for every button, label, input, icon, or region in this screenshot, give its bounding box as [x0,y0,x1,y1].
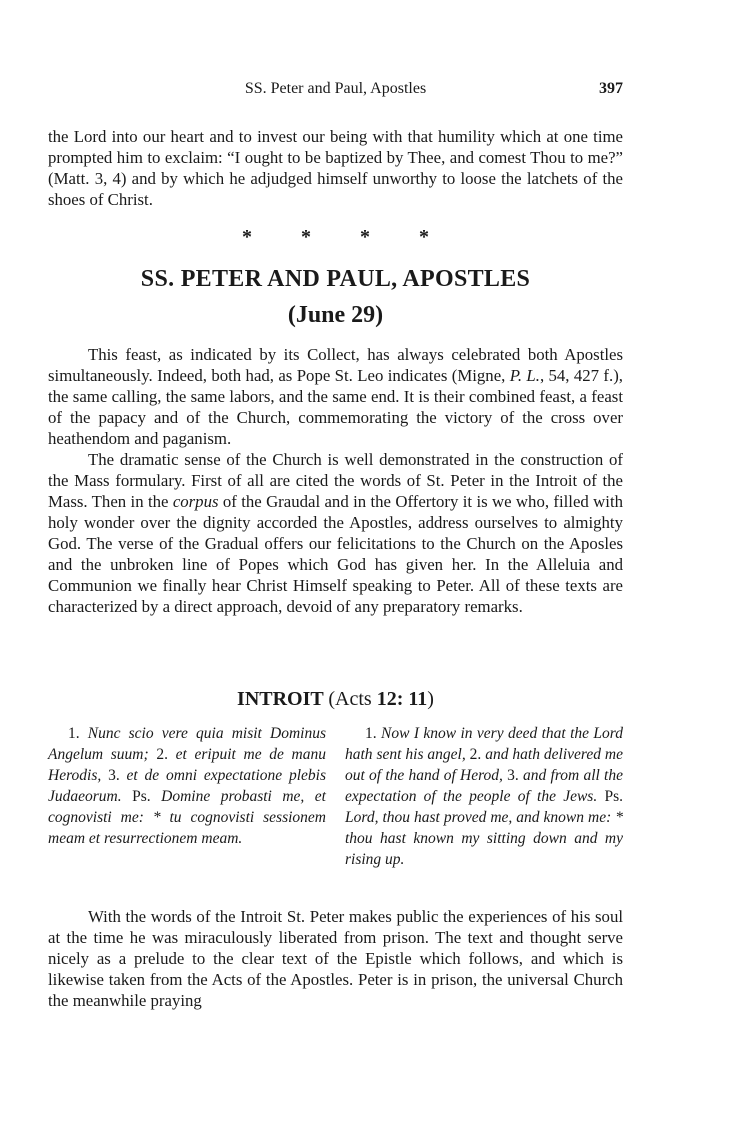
introit-label: INTROIT [237,688,324,710]
italic-term: corpus [172,492,219,511]
text-span: This feast, as indicated by its Collect, has always celebrated both Apostles simultaneously. Indeed, both had, as Pope St. Leo indicates (Migne, [48,345,623,385]
continued-paragraph [48,126,623,210]
feast-date: (June 29) [287,302,384,328]
text-span: , 54, 427 f.), the same calling, the same labors, and the same end. It is their combined feast, a feast of the papacy and of the Church, commemorating the victory of the cross over heathendom and paganism. [48,366,623,448]
verse-number: 3. [507,767,519,784]
verse-number: 2. [156,746,168,763]
verse-text: et eripuit me de manu Herodis, [48,746,326,784]
psalm-marker: Ps. [132,788,151,805]
verse-number: 2. [469,746,482,763]
verse-text: Domine probasti me, et cognovisti me: * tu cognovisti sessionem meam et resurrectionem meam. [48,788,326,847]
introit-heading [48,688,623,711]
verse-number: 1. [365,725,377,742]
latin-column [48,723,326,849]
text-span: of the Graudal and in the Offertory it is we who, filled with holy wonder over the dignity accorded the Apostles, address ourselves to almighty God. The verse of the Gradual offers our felicitations to the Church on the Aposles and the unbroken line of Popes which God has given her. In the Alleluia and Communion we finally hear Christ Himself speaking to Peter. All of these texts are characterized by a direct approach, devoid of any preparatory remarks. [48,492,624,616]
verse-number: 3. [108,767,120,784]
verse-text: Now I know in very deed that the Lord hath sent his angel, [345,725,623,763]
ref-close: ) [427,688,434,710]
introit-reference [328,688,434,710]
page-number: 397 [599,80,623,97]
closing-text [48,906,623,1011]
latin-text [48,723,326,849]
intro-paragraph-1 [48,344,623,449]
verse-text: et de omni expectatione plebis Judaeorum. [48,767,326,805]
intro-paragraph-2 [48,449,623,617]
running-head [48,80,623,104]
feast-title: SS. PETER AND PAUL, APOSTLES [140,266,531,292]
text-span: The dramatic sense of the Church is well demonstrated in the construction of the Mass formulary. First of all are cited the words of St. Peter in the Introit of the Mass. Then in the [48,450,623,511]
verse-text: and from all the expectation of the people of the Jews. [345,767,623,805]
verse-number: 1. [68,725,80,742]
verse-text: Lord, thou hast proved me, and known me: * thou hast known my sitting down and my rising up. [345,809,623,868]
verse-text: Nunc scio vere quia misit Dominus Angelum suum; [48,725,326,763]
intro-text [48,344,623,617]
ref-num: 12: 11 [376,688,428,710]
closing-paragraph: With the words of the Introit St. Peter makes public the experiences of his soul at the time he was miraculously liberated from prison. The text and thought serve nicely as a prelude to the clear text of the Epistle which follows, and which is likewise taken from the Acts of the Apostles. Peter is in prison, the universal Church the meanwhile praying [48,907,623,1010]
paragraph-continuation: the Lord into our heart and to invest our being with that humility which at one time prompted him to exclaim: “I ought to be baptized by Thee, and comest Thou to me?” (Matt. 3, 4) and by which he adjudged himself unworthy to loose the latchets of the shoes of Christ. [48,127,623,209]
running-head-title: SS. Peter and Paul, Apostles [244,80,427,97]
italic-reference: P. L. [509,366,540,385]
verse-text: and hath delivered me out of the hand of Herod, [345,746,623,784]
english-text [345,723,623,870]
psalm-marker: Ps. [604,788,623,805]
english-column [345,723,623,870]
ref-open: (Acts [328,688,377,710]
section-separator: * * * * [242,226,429,248]
